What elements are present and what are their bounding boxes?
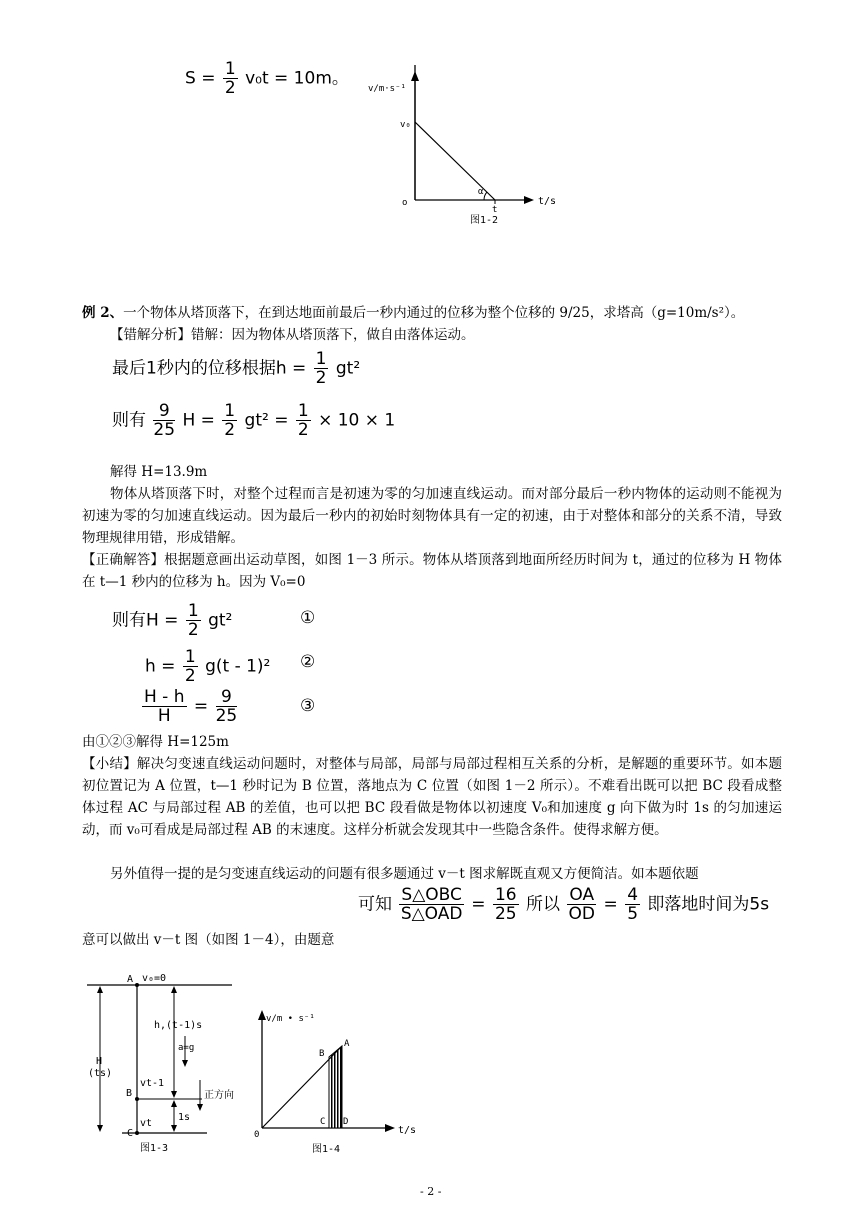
fig14-origin: 0	[254, 1130, 260, 1140]
figure-1-4	[250, 1005, 430, 1165]
equation-3-mark: ③	[300, 696, 316, 716]
fig13-a-label: a=g	[178, 1043, 195, 1053]
fig13-H: H	[96, 1056, 103, 1067]
figure-1-2	[360, 65, 570, 235]
fig14-caption: 图1-4	[312, 1144, 341, 1155]
fig14-A: A	[344, 1039, 350, 1049]
fig12-t-label: t	[492, 205, 498, 215]
fig14-B: B	[319, 1049, 325, 1059]
fig13-A: A	[127, 974, 134, 985]
fig14-D: D	[343, 1117, 349, 1127]
fig12-x-axis-label: t/s	[538, 196, 557, 207]
summary-paragraph: 【小结】解决匀变速直线运动问题时，对整体与局部，局部与局部过程相互关系的分析，是解题的重要环节。如本题初位置记为 A 位置，t—1 秒时记为 B 位置，落地点为 C 位置（如图 1－2 所示）。不难看出既可以把 BC 段看成整体过程 AC 与局部过程 AB 的差值，也可以把 BC 段看做是物体以初速度 V₀和加速度 g 向下做为时 1s 的匀加速运动，而 v₀可看成是局部过程 AB 的末速度。这样分析就会发现其中一些隐含条件。使得求解方便。	[82, 756, 783, 838]
wrong-explanation: 物体从塔顶落下时，对整个过程而言是初速为零的匀加速直线运动。而对部分最后一秒内物体的运动则不能视为初速为零的匀加速直线运动。因为最后一秒内的初始时刻物体具有一定的初速，由于对整体和部分的关系不清，导致物理规律用错，形成错解。	[82, 486, 782, 546]
equation-2-mark: ②	[300, 652, 316, 672]
wrong-analysis-line: 【错解分析】错解：因为物体从塔顶落下，做自由落体运动。	[110, 327, 475, 343]
fig13-vt1: vt-1	[140, 1078, 165, 1089]
page-number: - 2 -	[420, 1185, 442, 1198]
fig12-y-axis-label: v/m·s⁻¹	[368, 84, 406, 94]
fig13-C: C	[127, 1128, 134, 1139]
equation-1: 则有H = $\frac{1}{2}$ gt²	[112, 601, 233, 640]
formula-last-second: 最后1秒内的位移根据h = $\frac{1}{2}$ gt²	[112, 349, 361, 388]
equation-2: h = $\frac{1}{2}$ g(t - 1)²	[145, 647, 271, 686]
extra-paragraph: 另外值得一提的是匀变速直线运动的问题有很多题通过 v－t 图求解既直观又方便简洁。如本题依题	[110, 866, 699, 882]
equation-3: $\frac{H - h}{H}$ = $\frac{9}{25}$	[144, 687, 238, 726]
example-2-question: 例 2、一个物体从塔顶落下，在到达地面前最后一秒内通过的位移为整个位移的 9/25，求塔高（g=10m/s²）。	[82, 305, 745, 321]
fig12-angle-label: α	[478, 187, 484, 197]
extra-paragraph-end: 意可以做出 v－t 图（如图 1－4），由题意	[82, 932, 335, 948]
fig12-origin-label: o	[402, 198, 408, 208]
fig13-direction: 正方向	[204, 1090, 234, 1101]
fig13-h-label: h,(t-1)s	[154, 1020, 203, 1031]
formula-area-ratio: 可知 $\frac{\text{S△OBC}}{\text{S△OAD}}$ = $\frac{16}{25}$ 所以 $\frac{OA}{OD}$ = $\frac{4}{5}$ 即落地时间为5s	[358, 885, 770, 924]
fig13-v0: v₀=0	[142, 973, 167, 984]
fig13-caption: 图1-3	[140, 1143, 169, 1154]
fig13-vt: vt	[140, 1118, 153, 1129]
fig14-x-axis-label: t/s	[398, 1125, 417, 1136]
fig14-C: C	[320, 1117, 326, 1127]
formula-s: S = $\frac{1}{2}$ v₀t = 10m。	[185, 59, 349, 98]
correct-solution-text: 【正确解答】根据题意画出运动草图，如图 1－3 所示。物体从塔顶落到地面所经历时间为 t，通过的位移为 H 物体在 t—1 秒内的位移为 h。因为 V₀=0	[82, 552, 782, 590]
fig13-ts: (ts)	[88, 1068, 113, 1079]
wrong-result: 解得 H=13.9m	[110, 464, 208, 480]
fig12-v0-label: v₀	[400, 120, 411, 130]
equation-1-mark: ①	[300, 608, 316, 628]
fig13-B: B	[126, 1088, 133, 1099]
fig12-caption: 图1-2	[470, 215, 499, 226]
figure-1-3	[82, 968, 242, 1158]
correct-result: 由①②③解得 H=125m	[82, 734, 229, 750]
fig14-y-axis-label: v/m • s⁻¹	[266, 1014, 315, 1024]
fig13-1s: 1s	[178, 1112, 191, 1123]
formula-wrong-equation: 则有 $\frac{9}{25}$ H = $\frac{1}{2}$ gt² = $\frac{1}{2}$ × 10 × 1	[112, 401, 396, 440]
